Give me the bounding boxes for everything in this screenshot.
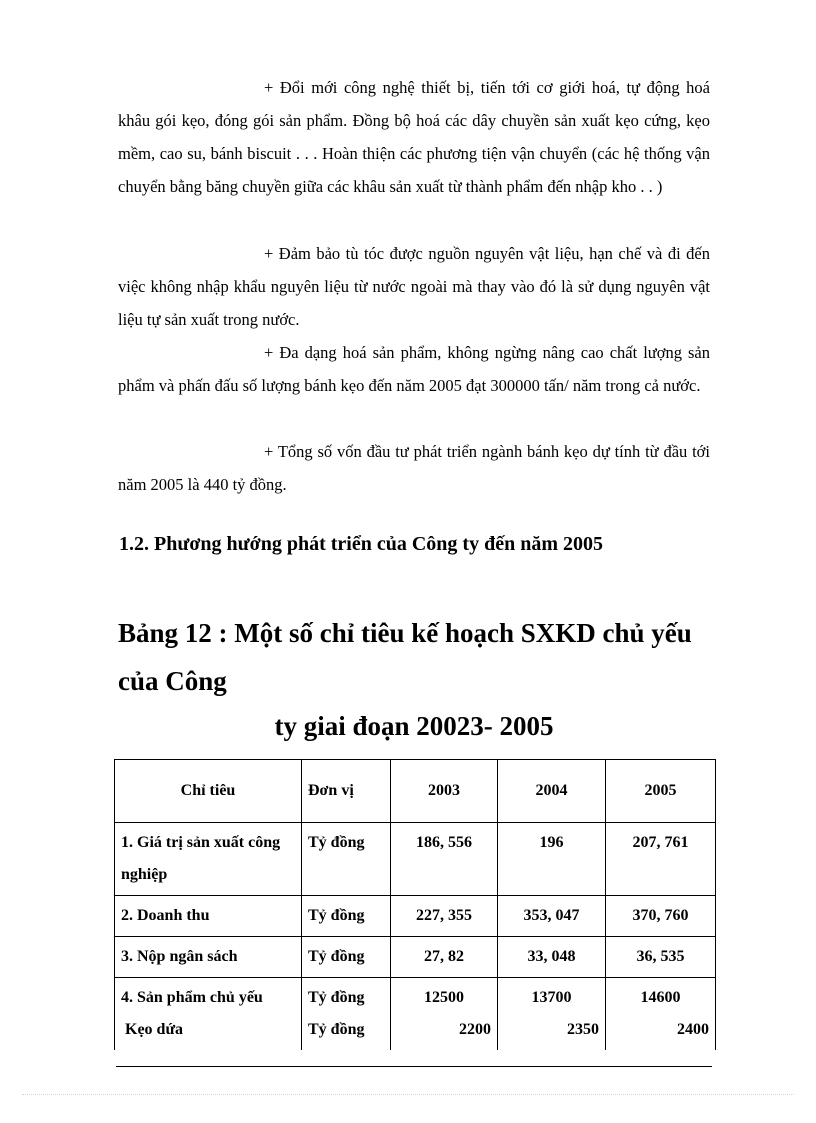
section-heading: 1.2. Phương hướng phát triển của Công ty đến năm 2005 [119, 533, 603, 555]
row-unit: Tỷ đồng [302, 937, 391, 978]
sub-row-unit: Tỷ đồng [308, 1021, 365, 1038]
row-unit: Tỷ đồng [308, 989, 365, 1006]
table-row [115, 978, 716, 1051]
value-2005: 14600 [640, 989, 681, 1006]
row-unit: Tỷ đồng [302, 823, 391, 896]
row-label: 1. Giá trị sản xuất công nghiệp [115, 823, 302, 896]
value-2004: 13700 [531, 989, 572, 1006]
header-unit: Đơn vị [302, 760, 391, 823]
row-unit: Tỷ đồng [302, 896, 391, 937]
value-2005: 370, 760 [606, 896, 716, 937]
value-2003: 12500 [424, 989, 464, 1006]
value-2003: 27, 82 [391, 937, 498, 978]
sub-value-2004: 2350 [567, 1021, 599, 1038]
row-label: 2. Doanh thu [115, 896, 302, 937]
table-row [115, 937, 716, 978]
value-2004: 353, 047 [498, 896, 606, 937]
row-label: 4. Sản phẩm chủ yếu [121, 989, 263, 1006]
sub-value-2003: 2200 [459, 1021, 491, 1038]
header-indicator: Chỉ tiêu [115, 760, 302, 823]
value-2005: 207, 761 [606, 823, 716, 896]
value-2003: 186, 556 [391, 823, 498, 896]
header-2004: 2004 [498, 760, 606, 823]
header-2003: 2003 [391, 760, 498, 823]
footer-rule [116, 1066, 712, 1067]
value-2004: 33, 048 [498, 937, 606, 978]
sub-row-label: Kẹo dứa [121, 1021, 184, 1038]
sub-value-2005: 2400 [677, 1021, 709, 1038]
page-bottom-border [22, 1094, 794, 1095]
header-2005: 2005 [606, 760, 716, 823]
value-2003: 227, 355 [391, 896, 498, 937]
table-title-continued: ty giai đoạn 20023- 2005 [274, 711, 554, 741]
table-header-row [115, 760, 716, 823]
paragraph-diversify: + Đa dạng hoá sản phẩm, không ngừng nâng cao chất lượng sản phẩm và phấn đấu số lượng bánh kẹo đến năm 2005 đạt 300000 tấn/ năm trong cả nước. [118, 343, 710, 395]
table-row [115, 896, 716, 937]
paragraph-technology: + Đổi mới công nghệ thiết bị, tiến tới cơ giới hoá, tự động hoá khâu gói kẹo, đóng gói sản phẩm. Đồng bộ hoá các dây chuyền sản xuất kẹo cứng, kẹo mềm, cao su, bánh biscuit . . . Hoàn thiện các phương tiện vận chuyển (các hệ thống vận chuyển bằng băng chuyền giữa các khâu sản xuất từ thành phẩm đến nhập kho . . ) [118, 78, 710, 196]
value-2004: 196 [498, 823, 606, 896]
paragraph-materials: + Đảm bảo tù tóc được nguồn nguyên vật liệu, hạn chế và đi đến việc không nhập khẩu nguyên liệu từ nước ngoài mà thay vào đó là sử dụng nguyên vật liệu tự sản xuất trong nước. [118, 244, 710, 329]
row-label: 3. Nộp ngân sách [115, 937, 302, 978]
value-2005: 36, 535 [606, 937, 716, 978]
table-row [115, 823, 716, 896]
table-title: Bảng 12 : Một số chỉ tiêu kế hoạch SXKD chủ yếu của Công [118, 618, 692, 696]
paragraph-investment: + Tổng số vốn đầu tư phát triển ngành bánh kẹo dự tính từ đầu tới năm 2005 là 440 tỷ đồng. [118, 442, 710, 494]
plan-table [114, 759, 716, 1050]
